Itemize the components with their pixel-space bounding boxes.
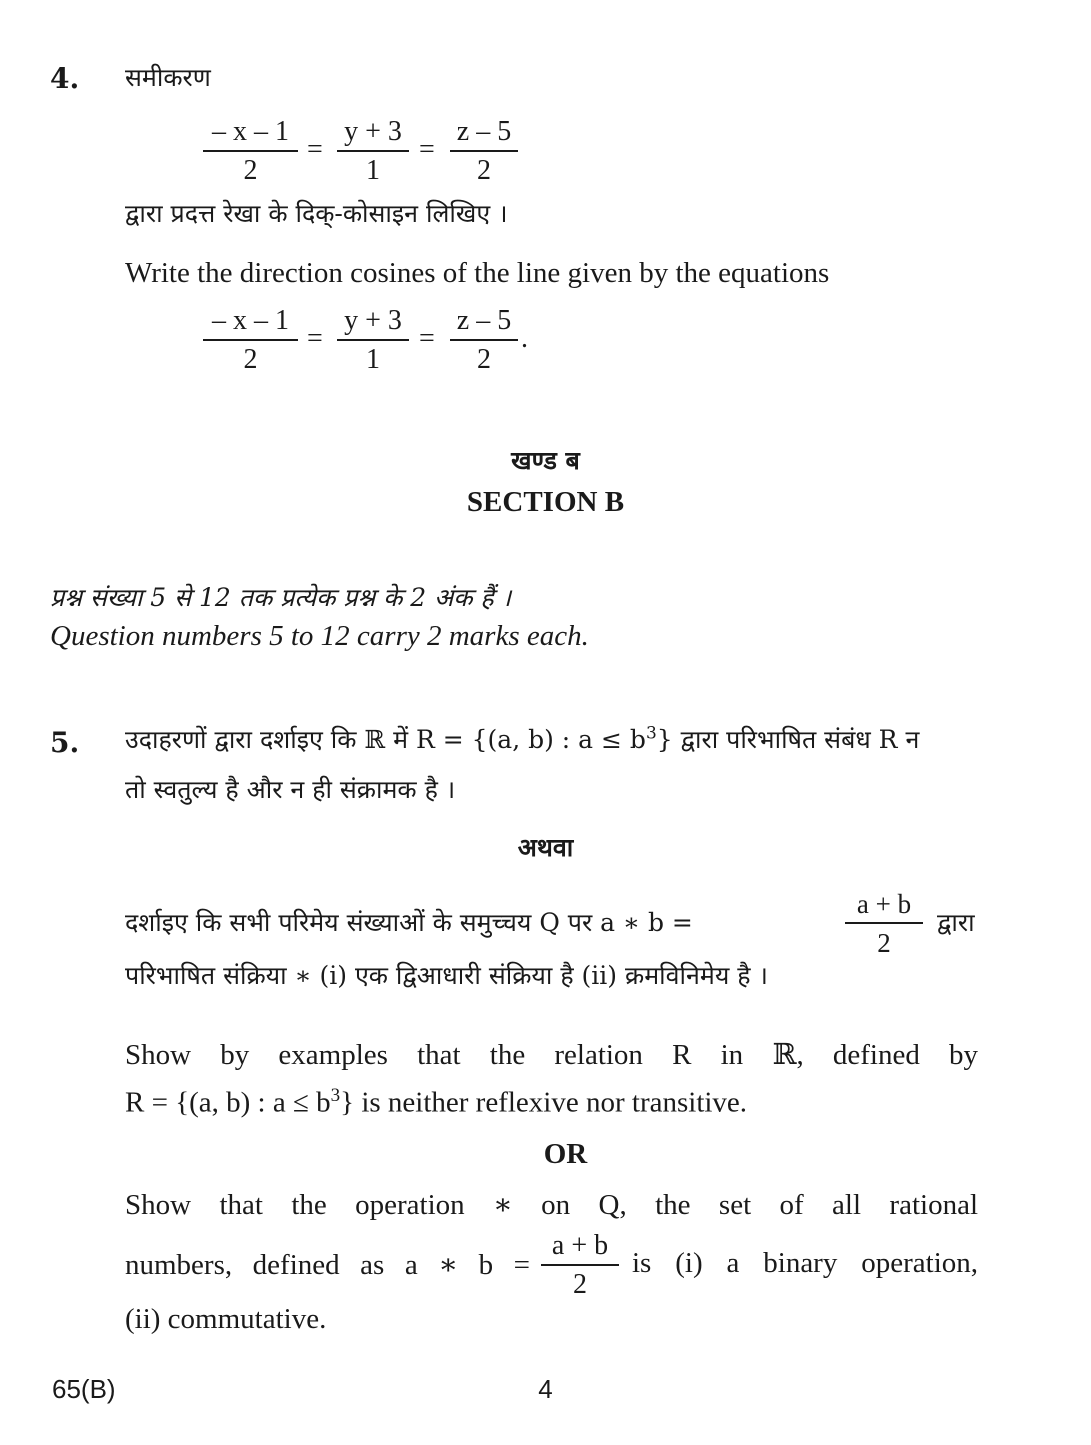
denominator: 2 bbox=[573, 1269, 587, 1300]
q5-hindi-line-2: तो स्वतुल्य है और न ही संक्रामक है । bbox=[125, 775, 456, 804]
q5-hindi-or-line-1-b: द्वारा bbox=[937, 908, 975, 937]
section-heading-hindi: खण्ड ब bbox=[511, 446, 580, 475]
numerator: z – 5 bbox=[456, 116, 512, 147]
fraction-1 bbox=[203, 303, 298, 377]
equals-sign: = bbox=[307, 323, 323, 354]
q5-hindi-line-1-a: उदाहरणों द्वारा दर्शाइए कि ℝ में R = {(a, b) : a ≤ b bbox=[125, 725, 646, 754]
numerator: z – 5 bbox=[456, 305, 512, 336]
denominator: 2 bbox=[243, 155, 258, 186]
numerator: y + 3 bbox=[344, 116, 402, 147]
numerator: y + 3 bbox=[344, 305, 402, 336]
equals-sign: = bbox=[307, 134, 323, 165]
denominator: 2 bbox=[477, 155, 491, 186]
equals-sign: = bbox=[419, 134, 435, 165]
numerator: – x – 1 bbox=[212, 305, 289, 336]
q4-hindi-text: द्वारा प्रदत्त रेखा के दिक्-कोसाइन लिखिए । bbox=[125, 199, 508, 228]
denominator: 1 bbox=[366, 155, 380, 186]
numerator: a + b bbox=[551, 1230, 609, 1261]
exponent: 3 bbox=[330, 1085, 341, 1106]
denominator: 1 bbox=[366, 344, 380, 375]
q5-hindi-or-line-2: परिभाषित संक्रिया ∗ (i) एक द्विआधारी संक्रिया है (ii) क्रमविनिमेय है । bbox=[125, 961, 768, 990]
fraction-3 bbox=[450, 114, 518, 188]
q5-english-or-line-3: (ii) commutative. bbox=[125, 1303, 327, 1335]
period: . bbox=[521, 323, 528, 354]
q4-equation-english bbox=[203, 303, 543, 383]
denominator: 2 bbox=[477, 344, 491, 375]
fraction-3 bbox=[450, 303, 518, 377]
section-instructions-english: Question numbers 5 to 12 carry 2 marks each. bbox=[50, 620, 589, 652]
section-instructions-hindi: प्रश्न संख्या 5 से 12 तक प्रत्येक प्रश्न के 2 अंक हैं । bbox=[50, 583, 512, 612]
q4-hindi-intro: समीकरण bbox=[125, 63, 211, 92]
q5-english-or-line-1: Show that the operation ∗ on Q, the set of all rational bbox=[125, 1189, 978, 1221]
q5-english-line-2-b: } is neither reflexive nor transitive. bbox=[340, 1086, 748, 1119]
q4-equation-hindi bbox=[203, 114, 533, 194]
equals-sign: = bbox=[419, 323, 435, 354]
denominator: 2 bbox=[877, 928, 891, 958]
numerator: a + b bbox=[856, 889, 912, 919]
q5-english-line-1: Show by examples that the relation R in ℝ, defined by bbox=[125, 1039, 978, 1071]
q5-english-line-2-a: R = {(a, b) : a ≤ b bbox=[125, 1086, 331, 1119]
q5-hindi-line-1 bbox=[125, 722, 919, 756]
fraction-2 bbox=[337, 303, 409, 377]
or-heading: OR bbox=[543, 1138, 588, 1170]
fraction-1 bbox=[203, 114, 298, 188]
q5-english-or-line-2-b: is (i) a binary operation, bbox=[632, 1247, 978, 1279]
fraction-2 bbox=[337, 114, 409, 188]
question-number-5: 5. bbox=[50, 726, 80, 759]
q5-hindi-or-line-1-a: दर्शाइए कि सभी परिमेय संख्याओं के समुच्चय Q पर a ∗ b = bbox=[125, 908, 693, 937]
athva-heading: अथवा bbox=[517, 833, 574, 862]
exponent: 3 bbox=[645, 723, 657, 744]
q5-hindi-line-1-b: } द्वारा परिभाषित संबंध R न bbox=[656, 725, 920, 754]
q5-english-line-2 bbox=[125, 1085, 747, 1120]
numerator: – x – 1 bbox=[212, 116, 289, 147]
question-number-4: 4. bbox=[50, 62, 80, 95]
q5-english-or-line-2-a: numbers, defined as a ∗ b = bbox=[125, 1249, 530, 1281]
q5-hindi-fraction bbox=[845, 886, 923, 960]
q4-english-text: Write the direction cosines of the line given by the equations bbox=[125, 257, 830, 289]
denominator: 2 bbox=[243, 344, 258, 375]
q5-english-fraction bbox=[541, 1228, 619, 1302]
page-number: 4 bbox=[538, 1374, 553, 1404]
section-heading-english: SECTION B bbox=[466, 486, 625, 518]
paper-code: 65(B) bbox=[52, 1374, 116, 1404]
